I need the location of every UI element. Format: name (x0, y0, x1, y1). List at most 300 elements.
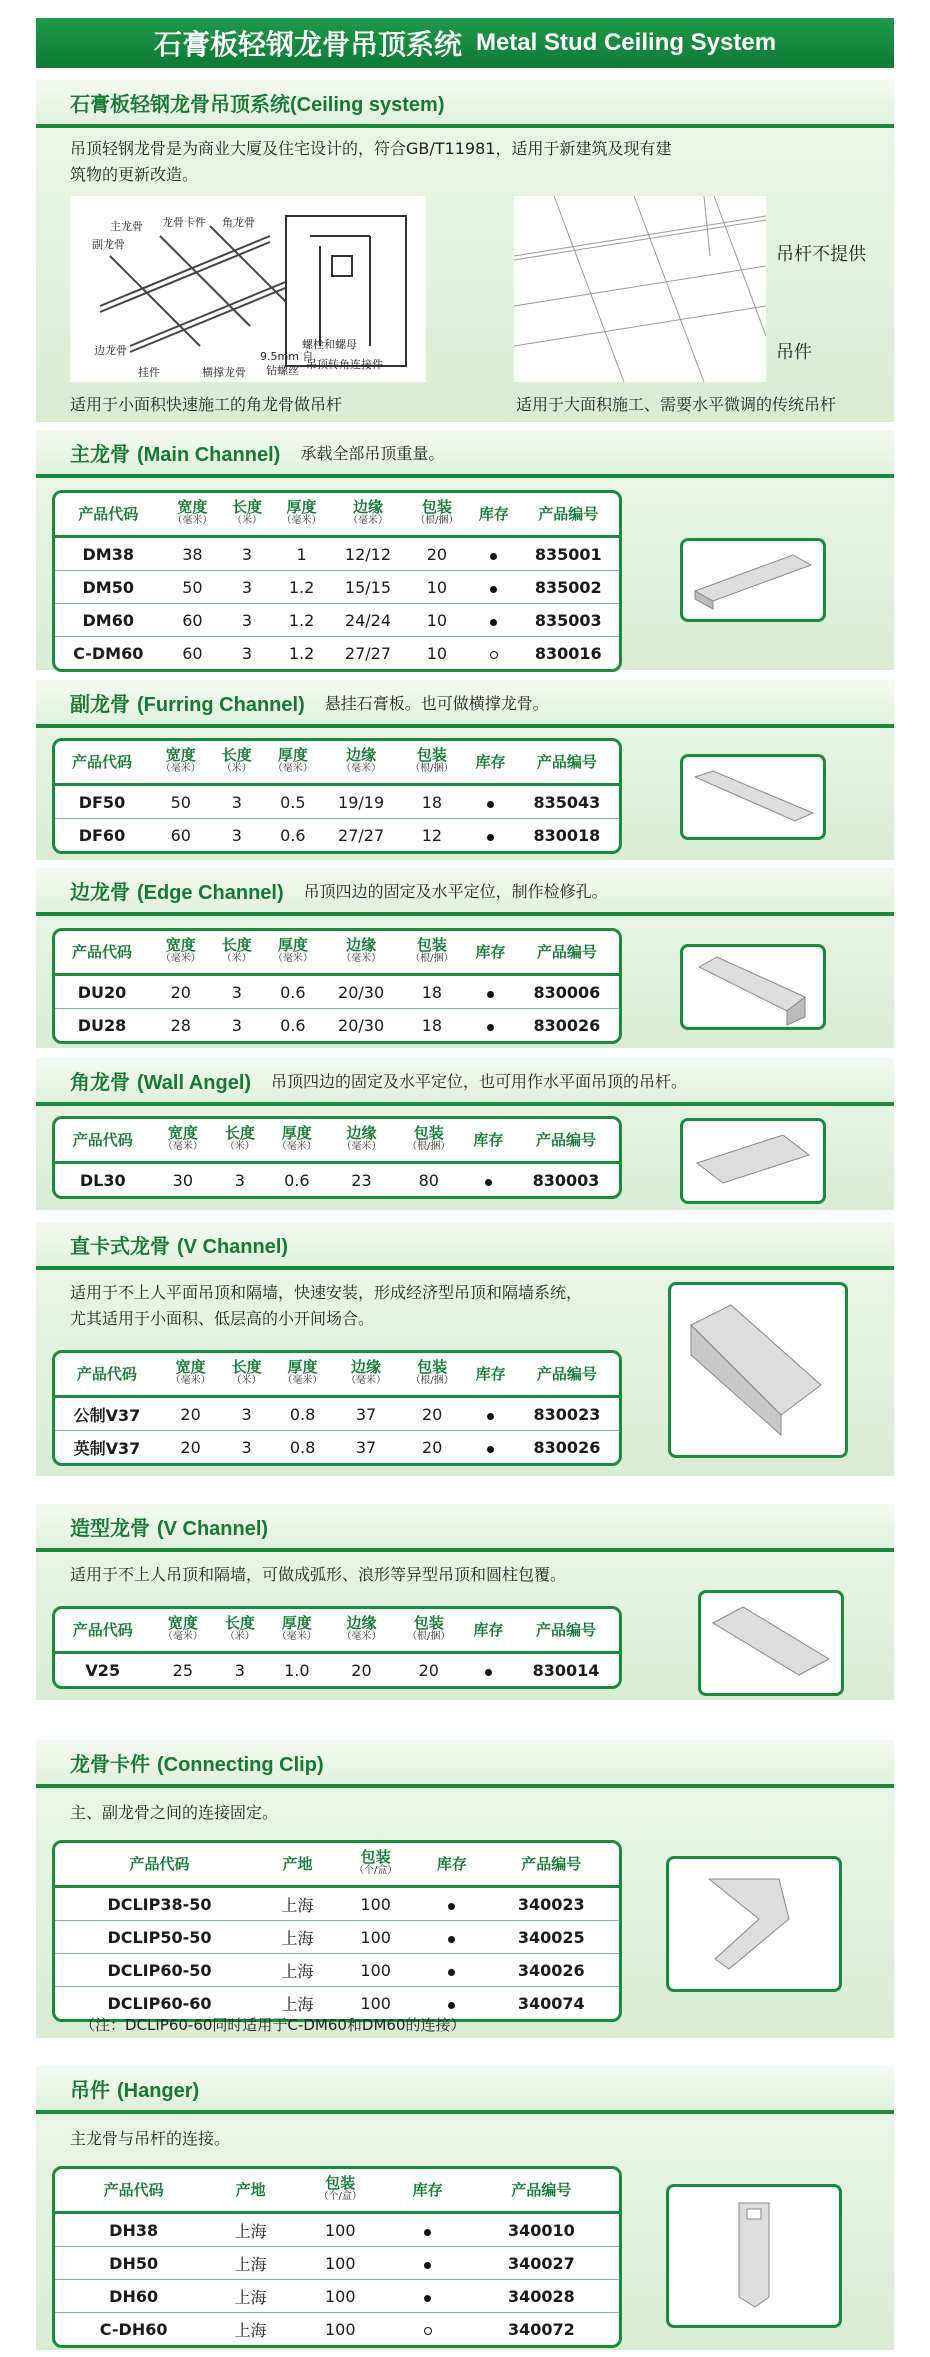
cell-stock (391, 2214, 463, 2246)
cell-edge: 20 (351, 1660, 372, 1680)
section-title: 直卡式龙骨 (V Channel) (70, 1233, 289, 1258)
cell-pack: 80 (418, 1170, 439, 1190)
section-ceiling-system (36, 80, 894, 422)
caption-left: 适用于小面积快速施工的角龙骨做吊杆 (70, 395, 343, 414)
cell-edge: 19/19 (338, 792, 385, 812)
cell-code: DM60 (55, 603, 161, 636)
label-screw-line2: 钻螺丝 (266, 364, 299, 377)
cell-part: 835001 (534, 544, 602, 564)
column-header-edge: 边缘 （毫米） (329, 1119, 394, 1164)
column-header-length: 长度 （米） (215, 1119, 264, 1164)
cell-stock (466, 786, 514, 818)
column-header-thickness: 厚度 （毫米） (264, 1609, 329, 1654)
product-photo-wall-angel (680, 1118, 826, 1204)
label-furring: 副龙骨 (92, 238, 125, 251)
cell-stock (420, 1920, 483, 1953)
cell-stock (420, 1888, 483, 1920)
column-header-part: 产品编号 (483, 1843, 619, 1888)
section-title: 边龙骨 (Edge Channel) (70, 879, 284, 904)
table-row (55, 1888, 619, 1920)
cell-width: 20 (159, 1430, 223, 1463)
column-header-edge: 边缘 （毫米） (333, 493, 404, 538)
column-header-length: 长度 （米） (222, 1353, 270, 1398)
cell-pack: 20 (426, 544, 448, 564)
label-hanger: 吊件 (776, 342, 812, 363)
table-row (55, 1164, 619, 1196)
section-description: 主、副龙骨之间的连接固定。 (70, 1803, 279, 1822)
product-photo-edge-channel (680, 944, 826, 1030)
cell-part: 340028 (464, 2279, 619, 2312)
cell-part: 835003 (518, 603, 619, 636)
table-row (55, 603, 619, 636)
cell-edge: 27/27 (333, 636, 404, 669)
cell-part: 340026 (483, 1953, 619, 1986)
furring-channel-icon (683, 757, 823, 837)
column-header-length: 长度 （米） (215, 1609, 264, 1654)
cell-thickness: 0.6 (284, 1170, 310, 1190)
edge-channel-icon (683, 947, 823, 1027)
stock-filled-dot-icon (485, 1179, 492, 1186)
cell-origin: 上海 (264, 1920, 331, 1953)
cell-code: 公制V37 (73, 1405, 141, 1425)
column-header-code: 产品代码 (55, 1119, 151, 1164)
section-description: 吊顶轻钢龙骨是为商业大厦及住宅设计的，符合GB/T11981，适用于新建筑及现有建 筑物的更新改造。 (70, 139, 672, 184)
cell-width: 38 (182, 544, 203, 564)
cell-origin: 上海 (234, 2221, 267, 2241)
cell-part: 340027 (464, 2246, 619, 2279)
cell-code: DCLIP60-50 (55, 1953, 264, 1986)
column-header-part: 产品编号 (464, 2169, 619, 2214)
table-row (55, 1654, 619, 1686)
banner-title-en: Metal Stud Ceiling System (475, 29, 777, 56)
cell-code: C-DM60 (55, 636, 161, 669)
cell-edge: 20/30 (325, 1008, 398, 1041)
column-header-stock: 库存 (464, 1609, 513, 1654)
stock-filled-dot-icon (424, 2295, 431, 2302)
section-title: 造型龙骨 (V Channel) (70, 1515, 269, 1540)
spec-table (52, 490, 622, 672)
cell-pack: 100 (331, 1986, 420, 2019)
spec-table (52, 1606, 622, 1689)
cell-part: 830018 (515, 818, 619, 851)
column-header-stock: 库存 (420, 1843, 483, 1888)
cell-code: DCLIP60-60 (55, 1986, 264, 2019)
spec-table (52, 2166, 622, 2348)
cell-thickness: 0.5 (280, 792, 306, 812)
cell-stock (470, 570, 517, 603)
cell-length: 3 (213, 818, 261, 851)
column-header-stock: 库存 (466, 741, 514, 786)
table-row (55, 2312, 619, 2345)
cell-thickness: 1 (296, 544, 307, 564)
cell-stock (464, 1164, 513, 1196)
cell-width: 60 (161, 603, 223, 636)
product-photo-hanger (666, 2184, 842, 2328)
section-header (36, 430, 894, 478)
cell-part: 340074 (483, 1986, 619, 2019)
section-header (36, 1222, 894, 1270)
column-header-pack: 包装 （个/盒） (289, 2169, 391, 2214)
banner-title-zh: 石膏板轻钢龙骨吊顶系统 (153, 28, 462, 61)
page-banner (36, 18, 894, 68)
cell-pack: 100 (289, 2279, 391, 2312)
section-wall-angel (36, 1058, 894, 1210)
column-header-stock: 库存 (391, 2169, 463, 2214)
table-header-row (55, 493, 619, 538)
cell-part: 830026 (515, 1430, 619, 1463)
spec-table (52, 1116, 622, 1199)
table-header-row (55, 1353, 619, 1398)
column-header-thickness: 厚度 （毫米） (271, 493, 333, 538)
cell-origin: 上海 (281, 1895, 314, 1915)
column-header-pack: 包装 （根/捆） (394, 1609, 464, 1654)
cell-width: 50 (161, 570, 223, 603)
section-title: 龙骨卡件 (Connecting Clip) (70, 1751, 324, 1776)
column-header-width: 宽度 （毫米） (149, 931, 213, 976)
table-header-row (55, 1609, 619, 1654)
column-header-edge: 边缘 （毫米） (334, 1353, 398, 1398)
ceiling-framing-diagram (70, 196, 426, 382)
cell-length: 3 (223, 570, 270, 603)
column-header-part: 产品编号 (515, 1353, 619, 1398)
cell-stock (470, 636, 517, 669)
column-header-length: 长度 （米） (213, 741, 261, 786)
cell-code: DL30 (79, 1170, 126, 1190)
column-header-pack: 包装 （根/捆） (398, 931, 467, 976)
section-description: 悬挂石膏板。也可做横撑龙骨。 (324, 693, 549, 713)
cell-length: 3 (223, 603, 270, 636)
stock-filled-dot-icon (448, 1903, 455, 1910)
column-header-edge: 边缘 （毫米） (325, 741, 398, 786)
cell-part: 340025 (483, 1920, 619, 1953)
column-header-edge: 边缘 （毫米） (325, 931, 398, 976)
label-bolt: 螺栓和螺母 (302, 338, 357, 351)
stock-filled-dot-icon (487, 801, 494, 808)
section-v-channel (36, 1222, 894, 1476)
column-header-code: 产品代码 (55, 931, 149, 976)
cell-pack: 100 (289, 2312, 391, 2345)
cell-origin: 上海 (212, 2279, 289, 2312)
table-row (55, 786, 619, 818)
cell-width: 20 (180, 1404, 201, 1424)
cell-stock (466, 1398, 514, 1430)
table-header-row (55, 1119, 619, 1164)
column-header-part: 产品编号 (515, 741, 619, 786)
label-screw-line1: 9.5mm 自 (260, 350, 314, 363)
v-channel-icon (671, 1285, 845, 1455)
cell-origin: 上海 (212, 2312, 289, 2345)
stock-filled-dot-icon (485, 1669, 492, 1676)
column-header-pack: 包装 （根/捆） (398, 741, 467, 786)
shaped-channel-icon (701, 1593, 841, 1693)
stock-hollow-dot-icon (490, 651, 498, 659)
cell-stock (464, 1654, 513, 1686)
cell-length: 3 (241, 1404, 252, 1424)
table-row (55, 1953, 619, 1986)
column-header-stock: 库存 (466, 931, 514, 976)
product-photo-shaped-channel (698, 1590, 844, 1696)
stock-filled-dot-icon (487, 834, 494, 841)
stock-filled-dot-icon (424, 2262, 431, 2269)
section-title: 主龙骨 (Main Channel) (70, 441, 281, 466)
cell-pack: 18 (421, 982, 443, 1002)
cell-length: 3 (223, 636, 270, 669)
section-description: 吊顶四边的固定及水平定位，也可用作水平面吊顶的吊杆。 (271, 1071, 688, 1091)
column-header-code: 产品代码 (55, 2169, 212, 2214)
section-header (36, 1740, 894, 1788)
column-header-width: 宽度 （毫米） (159, 1353, 223, 1398)
section-description: 适用于不上人吊顶和隔墙，可做成弧形、浪形等异型吊顶和圆柱包覆。 (70, 1565, 567, 1584)
column-header-thickness: 厚度 （毫米） (264, 1119, 329, 1164)
cell-width: 28 (149, 1008, 213, 1041)
cell-edge: 27/27 (325, 818, 398, 851)
section-edge-channel (36, 868, 894, 1048)
cell-length: 3 (231, 792, 242, 812)
section-connecting-clip (36, 1740, 894, 2038)
cell-code: DH50 (55, 2246, 212, 2279)
cell-code: C-DH60 (55, 2312, 212, 2345)
cell-thickness: 1.0 (284, 1660, 310, 1680)
cell-code: DCLIP50-50 (55, 1920, 264, 1953)
cell-width: 60 (161, 636, 223, 669)
section-header (36, 1504, 894, 1552)
column-header-width: 宽度 （毫米） (149, 741, 213, 786)
cell-code: DF60 (55, 818, 149, 851)
suspended-diagram-art (514, 196, 766, 382)
cell-part: 830016 (518, 636, 619, 669)
spec-table (52, 1350, 622, 1466)
wall-angel-icon (683, 1121, 823, 1201)
stock-filled-dot-icon (448, 1936, 455, 1943)
cell-thickness: 0.8 (289, 1404, 316, 1424)
table-header-row (55, 931, 619, 976)
column-header-length: 长度 （米） (213, 931, 261, 976)
stock-filled-dot-icon (448, 2002, 455, 2009)
cell-part: 340072 (464, 2312, 619, 2345)
cell-pack: 18 (421, 792, 443, 812)
label-main-channel: 主龙骨 (110, 220, 143, 233)
stock-filled-dot-icon (487, 991, 494, 998)
cell-edge: 12/12 (344, 544, 392, 564)
stock-filled-dot-icon (487, 1024, 494, 1031)
column-header-width: 宽度 （毫米） (151, 1609, 216, 1654)
cell-width: 25 (172, 1660, 194, 1680)
table-row (55, 570, 619, 603)
label-connector: 吊顶转角连接件 (306, 358, 383, 371)
column-header-origin: 产地 (264, 1843, 331, 1888)
table-row (55, 1008, 619, 1041)
column-header-code: 产品代码 (55, 1609, 151, 1654)
cell-stock (466, 1430, 514, 1463)
section-header (36, 868, 894, 916)
cell-length: 3 (222, 1430, 270, 1463)
stock-filled-dot-icon (490, 553, 497, 560)
spec-table (52, 738, 622, 854)
cell-pack: 20 (421, 1404, 443, 1424)
table-note: （注：DCLIP60-60同时适用于C-DM60和DM60的连接） (80, 2016, 466, 2034)
hanger-icon (669, 2187, 839, 2325)
column-header-stock: 库存 (466, 1353, 514, 1398)
cell-part: 835043 (533, 792, 601, 812)
cell-stock (391, 2312, 463, 2345)
column-header-part: 产品编号 (513, 1119, 619, 1164)
section-header (36, 680, 894, 728)
cell-part: 835002 (518, 570, 619, 603)
spec-table (52, 928, 622, 1044)
column-header-pack: 包装 （根/捆） (394, 1119, 464, 1164)
column-header-origin: 产地 (212, 2169, 289, 2214)
section-shaped-channel (36, 1504, 894, 1700)
caption-right: 适用于大面积施工、需要水平微调的传统吊杆 (516, 395, 837, 414)
cell-thickness: 1.2 (271, 636, 333, 669)
cell-pack: 10 (403, 570, 470, 603)
product-photo-clip (666, 1856, 842, 1992)
table-row (55, 1430, 619, 1463)
product-photo-v-channel (668, 1282, 848, 1458)
cell-pack: 20 (418, 1660, 439, 1680)
label-edge: 边龙骨 (94, 344, 127, 357)
section-header (36, 1058, 894, 1106)
cell-pack: 100 (289, 2246, 391, 2279)
table-row (55, 636, 619, 669)
cell-part: 830023 (533, 1404, 601, 1424)
stock-filled-dot-icon (424, 2229, 431, 2236)
cell-code: DH38 (109, 2220, 159, 2240)
table-row (55, 538, 619, 570)
section-title: 角龙骨 (Wall Angel) (70, 1069, 252, 1094)
cell-thickness: 0.6 (261, 1008, 325, 1041)
cell-pack: 100 (331, 1920, 420, 1953)
section-header (36, 2066, 894, 2114)
column-header-code: 产品代码 (55, 1843, 264, 1888)
cell-edge: 24/24 (333, 603, 404, 636)
cell-part: 340010 (507, 2220, 575, 2240)
cell-pack: 100 (360, 1894, 391, 1914)
cell-length: 3 (234, 1170, 245, 1190)
table-row (55, 2246, 619, 2279)
section-description: 承载全部吊顶重量。 (300, 443, 445, 463)
cell-code: V25 (85, 1660, 121, 1680)
cell-code: 英制V37 (55, 1430, 159, 1463)
column-header-edge: 边缘 （毫米） (329, 1609, 394, 1654)
cell-pack: 20 (398, 1430, 467, 1463)
main-channel-icon (683, 541, 823, 619)
section-description: 吊顶四边的固定及水平定位，制作检修孔。 (303, 881, 608, 901)
cell-pack: 12 (398, 818, 467, 851)
column-header-stock: 库存 (464, 1119, 513, 1164)
suspended-ceiling-diagram (514, 196, 766, 382)
column-header-thickness: 厚度 （毫米） (261, 741, 325, 786)
cell-code: DH60 (55, 2279, 212, 2312)
cell-code: DU20 (77, 982, 127, 1002)
table-row (55, 976, 619, 1008)
cell-stock (420, 1953, 483, 1986)
table-header-row (55, 1843, 619, 1888)
column-header-part: 产品编号 (518, 493, 619, 538)
cell-edge: 37 (355, 1404, 377, 1424)
cell-width: 60 (149, 818, 213, 851)
cell-edge: 23 (351, 1170, 372, 1190)
cell-origin: 上海 (212, 2246, 289, 2279)
table-row (55, 1920, 619, 1953)
cell-stock (470, 603, 517, 636)
cell-thickness: 0.8 (271, 1430, 335, 1463)
table-header-row (55, 741, 619, 786)
cell-code: DM38 (82, 544, 134, 564)
column-header-width: 宽度 （毫米） (161, 493, 223, 538)
cell-width: 20 (170, 982, 191, 1002)
cell-stock (466, 1008, 514, 1041)
column-header-code: 产品代码 (55, 741, 149, 786)
column-header-width: 宽度 （毫米） (151, 1119, 216, 1164)
cell-code: DU28 (55, 1008, 149, 1041)
cell-pack: 100 (331, 1953, 420, 1986)
stock-filled-dot-icon (487, 1413, 494, 1420)
cell-width: 50 (170, 792, 191, 812)
cell-pack: 100 (324, 2220, 356, 2240)
cell-code: DM50 (55, 570, 161, 603)
clip-icon (669, 1859, 839, 1989)
cell-part: 830003 (532, 1170, 600, 1190)
cell-origin: 上海 (264, 1953, 331, 1986)
cell-pack: 10 (403, 603, 470, 636)
section-title: 副龙骨 (Furring Channel) (70, 691, 305, 716)
table-row (55, 818, 619, 851)
cell-thickness: 0.6 (280, 982, 306, 1002)
stock-filled-dot-icon (490, 619, 497, 626)
table-row (55, 2214, 619, 2246)
table-row (55, 2279, 619, 2312)
stock-hollow-dot-icon (424, 2327, 432, 2335)
cell-part: 830014 (532, 1660, 600, 1680)
section-title: 吊件 (Hanger) (70, 2077, 200, 2102)
cell-stock (466, 976, 514, 1008)
cell-stock (391, 2246, 463, 2279)
stock-filled-dot-icon (448, 1969, 455, 1976)
product-photo-main-channel (680, 538, 826, 622)
cell-edge: 15/15 (333, 570, 404, 603)
cell-stock (466, 818, 514, 851)
cell-length: 3 (231, 982, 242, 1002)
section-hanger (36, 2066, 894, 2350)
section-furring-channel (36, 680, 894, 860)
spec-table (52, 1840, 622, 2022)
cell-thickness: 1.2 (271, 570, 333, 603)
column-header-length: 长度 （米） (223, 493, 270, 538)
column-header-code: 产品代码 (55, 493, 161, 538)
cell-length: 3 (213, 1008, 261, 1041)
cell-edge: 37 (334, 1430, 398, 1463)
cell-stock (391, 2279, 463, 2312)
cell-code: DCLIP38-50 (107, 1894, 212, 1914)
cell-code: DF50 (78, 792, 126, 812)
label-cross: 横撑龙骨 (202, 366, 246, 379)
section-main-channel (36, 430, 894, 670)
section-description: 适用于不上人平面吊顶和隔墙，快速安装，形成经济型吊顶和隔墙系统， 尤其适用于小面积、低层高的小开间场合。 (70, 1283, 583, 1328)
section-description: 主龙骨与吊杆的连接。 (70, 2129, 231, 2148)
cell-part: 830026 (515, 1008, 619, 1041)
column-header-pack: 包装 （根/捆） (398, 1353, 467, 1398)
column-header-code: 产品代码 (55, 1353, 159, 1398)
product-photo-furring-channel (680, 754, 826, 840)
column-header-pack: 包装 （根/捆） (403, 493, 470, 538)
label-rod-not-supplied: 吊杆不提供 (776, 244, 866, 265)
label-clip: 龙骨卡件 (162, 216, 206, 229)
stock-filled-dot-icon (490, 586, 497, 593)
cell-stock (470, 538, 517, 570)
column-header-thickness: 厚度 （毫米） (271, 1353, 335, 1398)
label-hanger-part: 挂件 (138, 366, 160, 379)
